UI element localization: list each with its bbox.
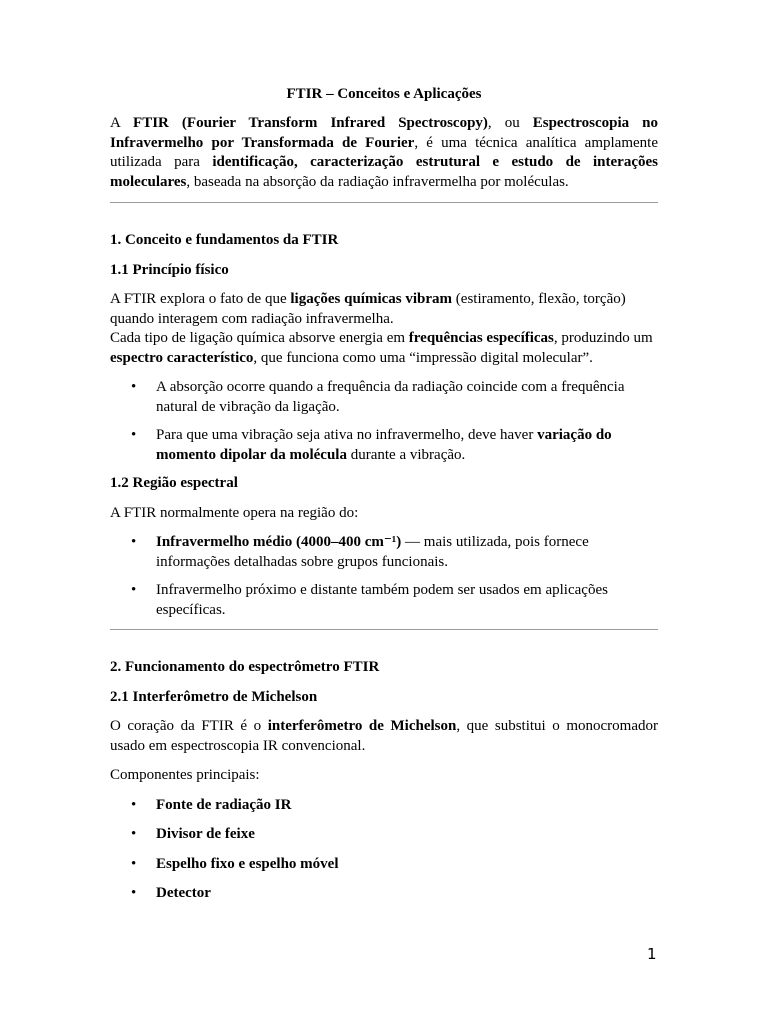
text-run: Para que uma vibração seja ativa no infravermelho, deve haver xyxy=(156,427,538,443)
bold-text-run: Espelho fixo e espelho móvel xyxy=(156,855,339,872)
bullet-list-item xyxy=(110,796,658,816)
bullet-icon: • xyxy=(131,885,137,901)
text-run: A FTIR explora o fato de que xyxy=(110,291,291,307)
subsection-1-2-heading: 1.2 Região espectral xyxy=(110,475,238,491)
bold-text-run: FTIR (Fourier Transform Infrared Spectroscopy) xyxy=(133,115,488,131)
subsection-2-1-heading: 2.1 Interferômetro de Michelson xyxy=(110,688,318,705)
bullet-list-item xyxy=(110,825,658,845)
paragraph-1-1-a xyxy=(110,290,658,329)
text-run: , é uma técnica analítica amplamente utilizada para xyxy=(110,134,658,170)
text-run: Componentes principais: xyxy=(110,767,260,783)
page-number: 1 xyxy=(647,945,657,963)
text-run: , que substitui o monocromador usado em espectroscopia IR convencional. xyxy=(110,718,658,754)
paragraph-1-1-b xyxy=(110,329,658,368)
bullet-icon: • xyxy=(131,796,137,813)
bold-text-run: espectro característico xyxy=(110,349,254,366)
bullet-icon: • xyxy=(131,427,137,443)
bullet-icon: • xyxy=(131,582,137,598)
bold-text-run: frequências específicas xyxy=(408,330,554,346)
paragraph-2-1-b xyxy=(110,766,658,786)
bold-text-run: Fonte de radiação IR xyxy=(156,796,292,813)
bold-text-run: ligações químicas vibram xyxy=(290,291,453,307)
bullet-list-1-1 xyxy=(110,378,658,465)
bullet-list-item xyxy=(110,884,658,904)
text-run: durante a vibração. xyxy=(346,446,466,463)
bullet-list-item xyxy=(110,855,658,875)
bullet-list-item xyxy=(110,581,658,620)
text-run: Cada tipo de ligação química absorve energia em xyxy=(110,330,409,346)
bold-text-run: Espectroscopia no Infravermelho por Transformada de Fourier xyxy=(110,115,658,151)
text-run: , que funciona como uma “impressão digital molecular”. xyxy=(253,349,593,366)
bullet-icon: • xyxy=(131,534,137,550)
bullet-list-2-1 xyxy=(110,796,658,904)
bullet-icon: • xyxy=(131,855,137,872)
paragraph-2-1-a xyxy=(110,717,658,756)
paragraph-1-2 xyxy=(110,504,658,524)
bold-text-run: Detector xyxy=(156,885,211,901)
document-title: FTIR – Conceitos e Aplicações xyxy=(286,86,482,102)
text-run: Infravermelho próximo e distante também podem ser usados em aplicações específicas. xyxy=(156,582,608,618)
text-run: A xyxy=(110,115,134,131)
bold-text-run: interferômetro de Michelson xyxy=(267,718,457,734)
bold-text-run: Infravermelho médio (4000–400 cm⁻¹) xyxy=(156,534,402,550)
text-run: — mais utilizada, pois fornece informações detalhadas sobre grupos funcionais. xyxy=(156,534,589,570)
subsection-1-1-heading: 1.1 Princípio físico xyxy=(110,261,229,278)
text-run: , ou xyxy=(487,115,533,131)
section-2-heading: 2. Funcionamento do espectrômetro FTIR xyxy=(110,659,380,675)
bold-text-run: identificação, caracterização estrutural e estudo de interações moleculares xyxy=(110,154,658,190)
bold-text-run: variação do momento dipolar da molécula xyxy=(156,427,612,463)
text-run: , produzindo um xyxy=(553,330,653,346)
text-run: A absorção ocorre quando a frequência da radiação coincide com a frequência natural de vibração da ligação. xyxy=(156,379,625,415)
bullet-icon: • xyxy=(131,826,137,842)
intro-paragraph xyxy=(110,114,658,192)
bullet-icon: • xyxy=(131,379,137,395)
section-divider xyxy=(110,202,658,203)
bullet-list-item xyxy=(110,378,658,417)
text-run: , baseada na absorção da radiação infravermelha por moléculas. xyxy=(186,173,569,190)
section-divider xyxy=(110,629,658,630)
bullet-list-item xyxy=(110,533,658,572)
text-run: (estiramento, flexão, torção) quando interagem com radiação infravermelha. xyxy=(110,291,626,327)
text-run: O coração da FTIR é o xyxy=(110,718,268,734)
bold-text-run: Divisor de feixe xyxy=(156,826,255,842)
text-run: A FTIR normalmente opera na região do: xyxy=(110,504,359,521)
document-page xyxy=(110,84,658,914)
section-1-heading: 1. Conceito e fundamentos da FTIR xyxy=(110,232,339,248)
bullet-list-1-2 xyxy=(110,533,658,620)
bullet-list-item xyxy=(110,426,658,465)
